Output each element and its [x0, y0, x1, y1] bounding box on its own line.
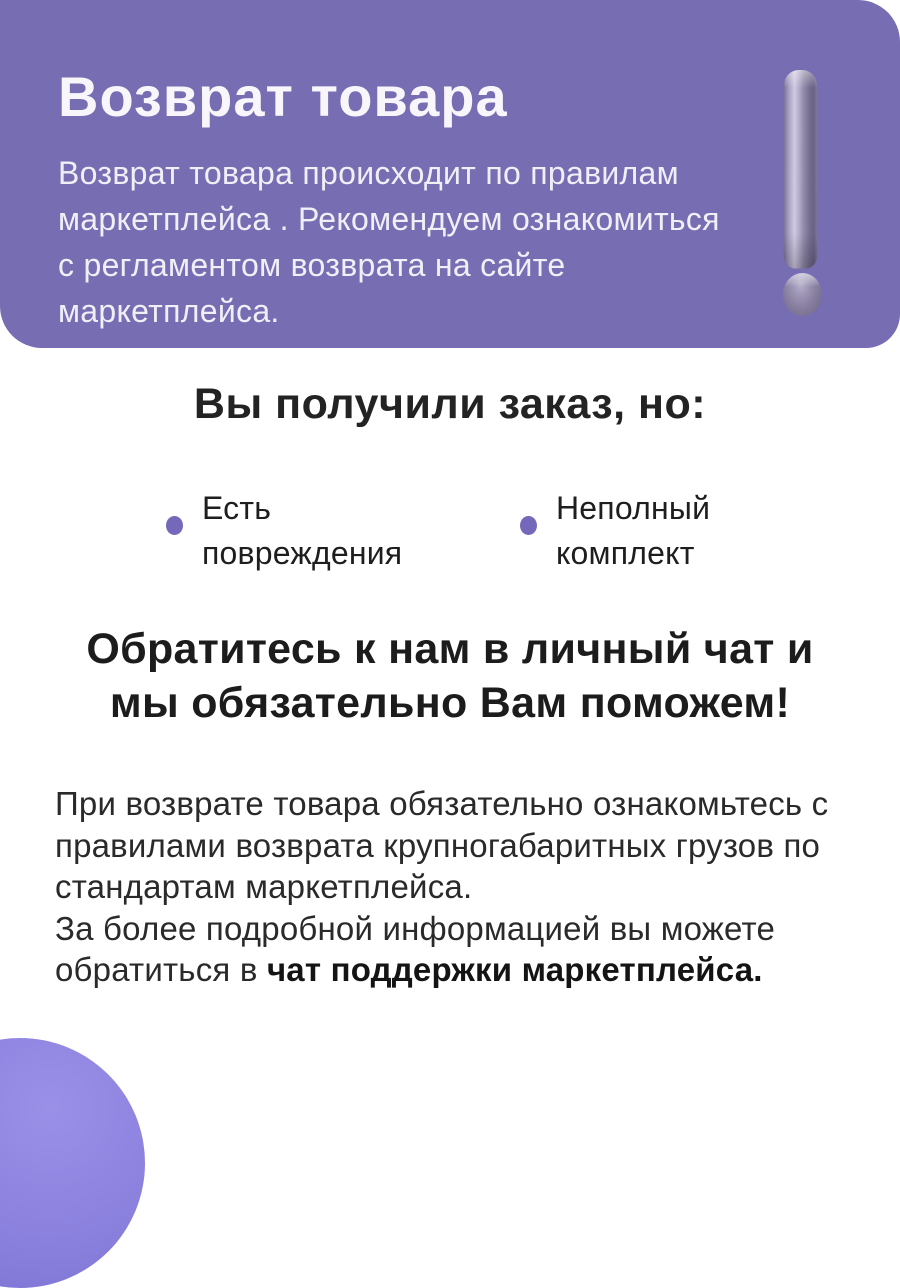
bullet-line: Неполный	[556, 490, 711, 526]
cta-line: мы обязательно Вам поможем!	[109, 679, 791, 727]
footer-line-normal: обратиться в	[55, 951, 267, 988]
footer-line: При возврате товара обязательно ознакомьтесь с	[55, 785, 829, 822]
decorative-circle	[0, 1038, 145, 1288]
section-heading: Вы получили заказ, но:	[193, 380, 707, 428]
cta-heading	[0, 622, 900, 730]
bullet-text	[556, 486, 710, 576]
bullet-text	[202, 486, 402, 576]
list-item-incomplete	[520, 486, 710, 576]
banner-title: Возврат товара	[58, 65, 508, 128]
cta-line: Обратитесь к нам в личный чат и	[86, 625, 814, 673]
footer-line	[55, 949, 828, 991]
banner-body-line: маркетплейса . Рекомендуем ознакомиться	[58, 201, 720, 237]
bullet-dot-icon	[166, 516, 183, 535]
footer-paragraph	[55, 783, 828, 991]
bullet-line: Есть	[202, 490, 272, 526]
banner-body	[58, 150, 720, 334]
banner-body-line: с регламентом возврата на сайте	[58, 247, 566, 283]
footer-line: стандартам маркетплейса.	[55, 868, 473, 905]
banner	[0, 0, 900, 348]
footer-line: правилами возврата крупногабаритных грузов по	[55, 826, 821, 864]
footer-line: За более подробной информацией вы можете	[55, 909, 776, 947]
exclamation-bar-icon	[784, 70, 817, 269]
bullet-line: комплект	[556, 535, 695, 571]
banner-body-line: Возврат товара происходит по правилам	[58, 155, 679, 191]
bullet-dot-icon	[520, 516, 537, 535]
banner-body-line: маркетплейса.	[58, 293, 280, 329]
list-item-damage	[166, 486, 402, 576]
footer-line-bold: чат поддержки маркетплейса.	[266, 951, 763, 988]
exclamation-dot-icon	[783, 273, 822, 316]
bullet-line: повреждения	[202, 535, 403, 571]
